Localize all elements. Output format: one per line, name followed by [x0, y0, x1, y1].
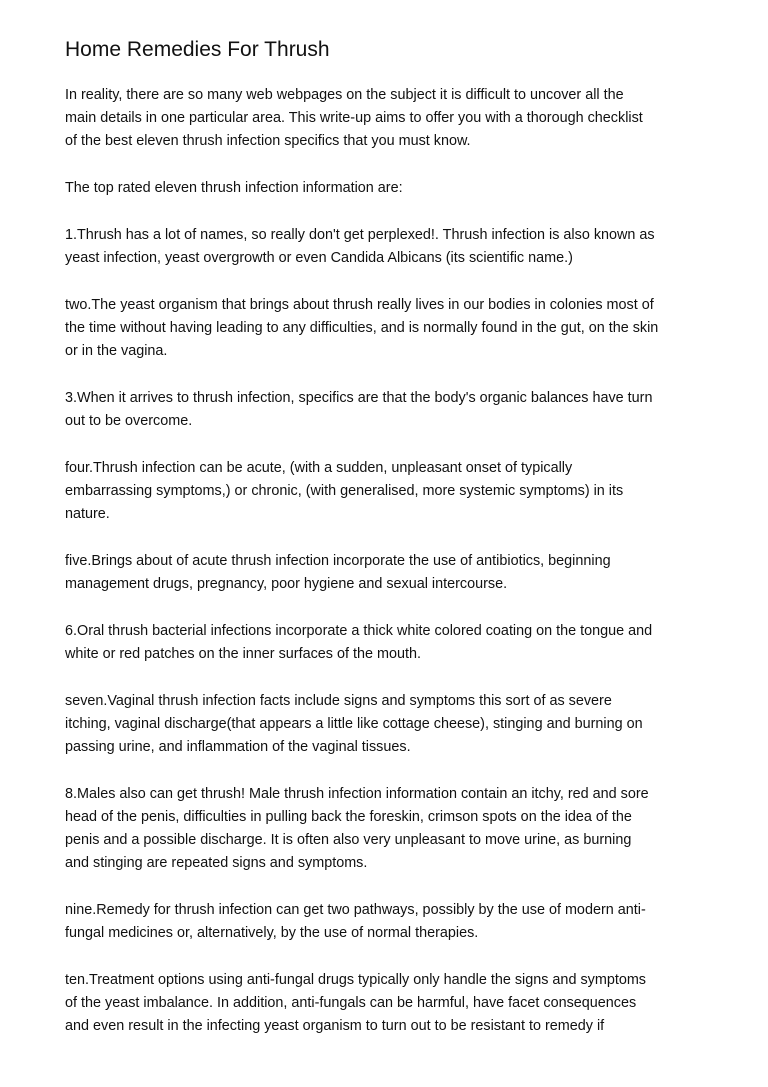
- paragraph-item-10: [65, 969, 715, 1039]
- text-line: of the yeast imbalance. In addition, anti-fungals can be harmful, have facet consequences: [65, 995, 637, 1012]
- text-line: the time without having leading to any difficulties, and is normally found in the gut, on the skin: [65, 319, 659, 336]
- text-line: 3.When it arrives to thrush infection, specifics are that the body's organic balances have turn: [65, 389, 653, 406]
- text-line: yeast infection, yeast overgrowth or even Candida Albicans (its scientific name.): [65, 250, 573, 267]
- text-line: nature.: [65, 506, 110, 523]
- paragraph-item-6: [65, 620, 715, 666]
- text-line: In reality, there are so many web webpages on the subject it is difficult to uncover all the: [65, 87, 624, 103]
- text-line: main details in one particular area. This write-up aims to offer you with a thorough checklist: [65, 110, 643, 127]
- paragraph-item-1: [65, 224, 715, 270]
- text-line: 6.Oral thrush bacterial infections incorporate a thick white colored coating on the tongue and: [65, 622, 653, 639]
- paragraph-item-9: [65, 899, 715, 945]
- text-line: of the best eleven thrush infection specifics that you must know.: [65, 133, 471, 150]
- text-line: embarrassing symptoms,) or chronic, (with generalised, more systemic symptoms) in its: [65, 482, 624, 499]
- text-line: or in the vagina.: [65, 343, 168, 360]
- text-line: The top rated eleven thrush infection information are:: [65, 180, 403, 197]
- paragraph-item-4: [65, 457, 715, 527]
- text-line: seven.Vaginal thrush infection facts include signs and symptoms this sort of as severe: [65, 692, 612, 709]
- text-line: and stinging are repeated signs and symptoms.: [65, 855, 368, 872]
- paragraph-list-heading: [65, 177, 715, 200]
- page-title: Home Remedies For Thrush: [65, 38, 330, 61]
- paragraph-item-7: [65, 690, 715, 760]
- text-line: 8.Males also can get thrush! Male thrush infection information contain an itchy, red and sore: [65, 785, 649, 802]
- paragraph-intro: [65, 84, 715, 154]
- text-line: head of the penis, difficulties in pulling back the foreskin, crimson spots on the idea of the: [65, 808, 632, 825]
- text-line: ten.Treatment options using anti-fungal drugs typically only handle the signs and symptoms: [65, 971, 647, 988]
- text-line: and even result in the infecting yeast organism to turn out to be resistant to remedy if: [65, 1018, 605, 1035]
- text-line: five.Brings about of acute thrush infection incorporate the use of antibiotics, beginning: [65, 552, 611, 569]
- text-line: nine.Remedy for thrush infection can get two pathways, possibly by the use of modern anti-: [65, 902, 646, 919]
- text-line: itching, vaginal discharge(that appears a little like cottage cheese), stinging and burning on: [65, 715, 643, 732]
- paragraph-item-3: [65, 387, 715, 433]
- paragraph-item-2: [65, 294, 715, 364]
- document-page: [65, 36, 715, 1062]
- text-line: four.Thrush infection can be acute, (with a sudden, unpleasant onset of typically: [65, 459, 573, 476]
- text-line: out to be overcome.: [65, 413, 193, 430]
- paragraph-item-8: [65, 783, 715, 876]
- text-line: passing urine, and inflammation of the vaginal tissues.: [65, 739, 411, 756]
- text-line: 1.Thrush has a lot of names, so really don't get perplexed!. Thrush infection is also known as: [65, 226, 655, 243]
- text-line: fungal medicines or, alternatively, by the use of normal therapies.: [65, 925, 479, 942]
- paragraph-item-5: [65, 550, 715, 596]
- text-line: management drugs, pregnancy, poor hygiene and sexual intercourse.: [65, 576, 508, 593]
- text-line: penis and a possible discharge. It is often also very unpleasant to move urine, as burning: [65, 832, 632, 849]
- text-line: white or red patches on the inner surfaces of the mouth.: [65, 645, 421, 662]
- text-line: two.The yeast organism that brings about thrush really lives in our bodies in colonies most of: [65, 296, 654, 313]
